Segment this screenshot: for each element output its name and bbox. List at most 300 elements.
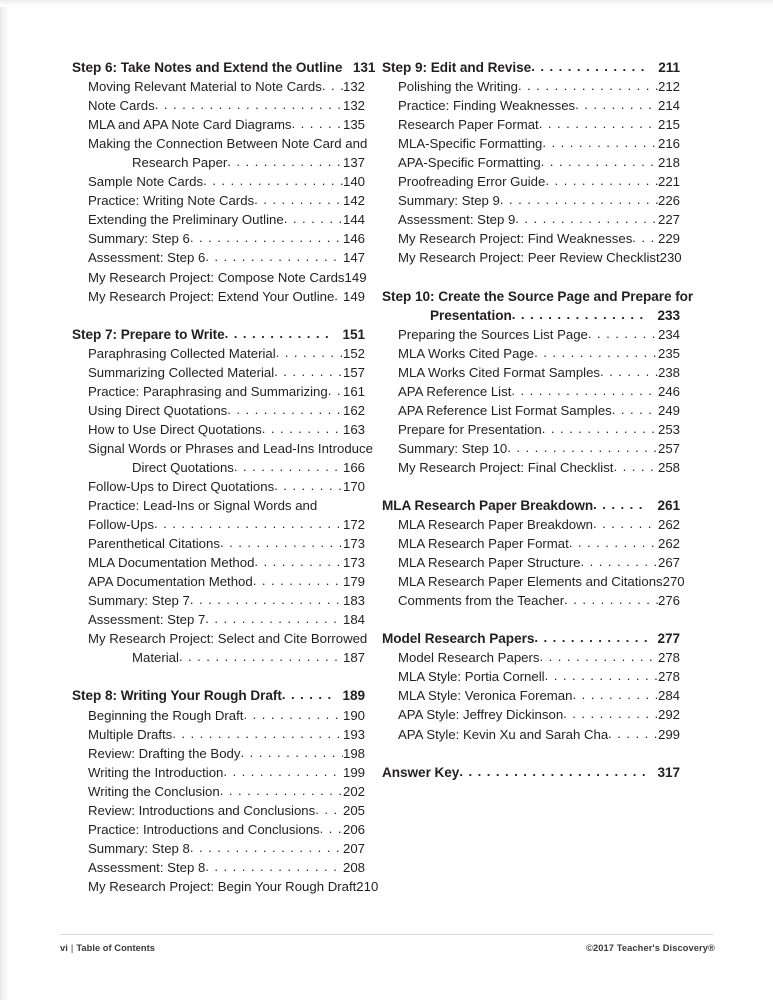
section-title: Step 8: Writing Your Rough Draft xyxy=(72,688,282,704)
toc-entry-mla-research-paper-elements-and-citations[interactable] xyxy=(382,572,685,591)
page-number: 278 xyxy=(657,650,680,666)
toc-entry-follow-ups[interactable] xyxy=(72,515,365,534)
dot-leader xyxy=(334,286,343,305)
entry-title: Preparing the Sources List Page xyxy=(398,326,588,342)
page-number: 131 xyxy=(352,60,376,75)
entry-title: MLA Style: Portia Cornell xyxy=(398,669,545,685)
page-number: 215 xyxy=(657,117,680,133)
dot-leader xyxy=(534,343,658,362)
entry-title: APA Reference List xyxy=(398,383,512,399)
entry-title: Follow-Ups xyxy=(88,517,154,533)
section-title-continued: Presentation xyxy=(430,307,512,323)
section-spacer xyxy=(72,667,365,686)
dot-leader xyxy=(515,209,658,228)
toc-section-step-7-prepare-to-write[interactable] xyxy=(72,325,365,344)
dot-leader xyxy=(564,590,658,609)
entry-title: Assessment: Step 9 xyxy=(398,212,516,228)
toc-entry-mla-documentation-method[interactable] xyxy=(72,553,365,572)
page-number: 262 xyxy=(657,536,680,552)
toc-entry-mla-and-apa-note-card-diagrams[interactable] xyxy=(72,115,365,134)
toc-entry-my-research-project-begin-your-rough-draft[interactable] xyxy=(72,877,379,896)
toc-entry-writing-the-introduction[interactable] xyxy=(72,763,365,782)
toc-entry-signal-words-or-phrases-and-lead-ins-introduce[interactable] xyxy=(72,439,373,458)
toc-entry-multiple-drafts[interactable] xyxy=(72,725,365,744)
toc-entry-proofreading-error-guide[interactable] xyxy=(382,172,680,191)
page-number: 284 xyxy=(657,688,680,704)
dot-leader xyxy=(205,857,343,876)
toc-entry-assessment-step-7[interactable] xyxy=(72,610,365,629)
toc-entry-sample-note-cards[interactable] xyxy=(72,172,365,191)
page-number: 205 xyxy=(342,802,365,818)
page-number: 173 xyxy=(342,555,365,571)
dot-leader xyxy=(459,762,647,781)
dot-leader xyxy=(572,685,658,704)
toc-entry-model-research-papers[interactable] xyxy=(382,648,680,667)
section-spacer xyxy=(72,306,365,325)
entry-title: Assessment: Step 8 xyxy=(88,859,206,875)
entry-title: Summary: Step 8 xyxy=(88,840,190,856)
toc-entry-summarizing-collected-material[interactable] xyxy=(72,363,365,382)
page-number: 149 xyxy=(344,269,367,285)
entry-title: Summary: Step 10 xyxy=(398,440,508,456)
entry-title: Model Research Papers xyxy=(398,650,540,666)
page-number: 166 xyxy=(342,459,365,475)
dot-leader xyxy=(276,343,343,362)
dot-leader xyxy=(507,438,658,457)
toc-section-answer-key[interactable] xyxy=(382,763,680,782)
entry-title: MLA Works Cited Format Samples xyxy=(398,364,601,380)
toc-entry-mla-works-cited-page[interactable] xyxy=(382,344,680,363)
entry-title: My Research Project: Peer Review Checklist xyxy=(398,250,660,266)
page-number: 135 xyxy=(342,117,365,133)
entry-title: How to Use Direct Quotations xyxy=(88,421,262,437)
page-number: 216 xyxy=(657,136,680,152)
toc-entry-my-research-project-extend-your-outline[interactable] xyxy=(72,287,365,306)
toc-entry-apa-reference-list-format-samples[interactable] xyxy=(382,401,680,420)
page-number: 227 xyxy=(657,212,680,228)
page-number: 246 xyxy=(657,383,680,399)
entry-title: Material xyxy=(132,650,179,666)
dot-leader xyxy=(534,628,647,647)
toc-entry-prepare-for-presentation[interactable] xyxy=(382,420,680,439)
section-title: Step 9: Edit and Revise xyxy=(382,60,532,75)
toc-entry-paraphrasing-collected-material[interactable] xyxy=(72,344,365,363)
toc-section-step-9-edit-and-revise[interactable] xyxy=(382,58,680,77)
toc-column-left xyxy=(72,58,379,896)
page-number: 199 xyxy=(342,764,365,780)
entry-title: Practice: Writing Note Cards xyxy=(88,193,255,209)
entry-title: Direct Quotations xyxy=(132,459,234,475)
page-number: 258 xyxy=(657,459,680,475)
page-number: 230 xyxy=(659,250,682,266)
toc-entry-moving-relevant-material-to-note-cards[interactable] xyxy=(72,77,365,96)
entry-title: Parenthetical Citations xyxy=(88,536,220,552)
dot-leader xyxy=(234,457,343,476)
page-number: 212 xyxy=(657,79,680,95)
page-number: 184 xyxy=(342,612,365,628)
entry-title: Practice: Introductions and Conclusions xyxy=(88,821,320,837)
entry-title: Review: Drafting the Body xyxy=(88,745,241,761)
entry-title: Assessment: Step 6 xyxy=(88,250,206,266)
section-title: Step 10: Create the Source Page and Prepare for xyxy=(382,288,694,304)
toc-entry-mla-style-veronica-foreman[interactable] xyxy=(382,686,680,705)
entry-title: Summary: Step 6 xyxy=(88,231,190,247)
page-number: 235 xyxy=(657,345,680,361)
page-number: 189 xyxy=(342,688,365,704)
dot-leader xyxy=(154,514,343,533)
dot-leader xyxy=(190,838,343,857)
page-number: 221 xyxy=(657,174,680,190)
toc-entry-summary-step-10[interactable] xyxy=(382,439,680,458)
page-number: 140 xyxy=(342,174,365,190)
dot-leader xyxy=(253,571,343,590)
dot-leader xyxy=(254,190,343,209)
entry-title: Making the Connection Between Note Card and xyxy=(88,136,368,152)
toc-entry-comments-from-the-teacher[interactable] xyxy=(382,591,680,610)
entry-title: Comments from the Teacher xyxy=(398,593,565,609)
dot-leader xyxy=(541,152,658,171)
page-footer xyxy=(60,943,715,953)
dot-leader xyxy=(190,590,343,609)
entry-title: MLA Research Paper Format xyxy=(398,536,569,552)
entry-title: Summary: Step 7 xyxy=(88,593,190,609)
entry-title: Writing the Conclusion xyxy=(88,783,220,799)
toc-entry-practice-paraphrasing-and-summarizing[interactable] xyxy=(72,382,365,401)
toc-section-mla-research-paper-breakdown[interactable] xyxy=(382,496,680,515)
toc-section-step-6-take-notes-and-extend-the-outline[interactable] xyxy=(72,58,376,77)
entry-title: APA-Specific Formatting xyxy=(398,155,541,171)
footer-left xyxy=(60,943,155,953)
dot-leader xyxy=(205,247,343,266)
page-number: 292 xyxy=(657,707,680,723)
dot-leader xyxy=(563,704,658,723)
entry-title: MLA Research Paper Structure xyxy=(398,555,581,571)
toc-entry-mla-research-paper-breakdown[interactable] xyxy=(382,515,680,534)
toc-entry-extending-the-preliminary-outline[interactable] xyxy=(72,210,365,229)
entry-title: MLA Research Paper Breakdown xyxy=(398,517,593,533)
dot-leader xyxy=(172,724,343,743)
page-number: 162 xyxy=(342,402,365,418)
dot-leader xyxy=(240,743,343,762)
entry-title: MLA Works Cited Page xyxy=(398,345,535,361)
dot-leader xyxy=(225,324,332,343)
entry-title: APA Style: Jeffrey Dickinson xyxy=(398,707,564,723)
entry-title: Paraphrasing Collected Material xyxy=(88,345,276,361)
toc-entry-apa-style-jeffrey-dickinson[interactable] xyxy=(382,705,680,724)
dot-leader xyxy=(500,190,658,209)
page-number: 276 xyxy=(657,593,680,609)
toc-entry-writing-the-conclusion[interactable] xyxy=(72,782,365,801)
toc-entry-how-to-use-direct-quotations[interactable] xyxy=(72,420,365,439)
dot-leader xyxy=(511,381,658,400)
page-number: 267 xyxy=(657,555,680,571)
toc-entry-my-research-project-compose-note-cards[interactable] xyxy=(72,268,365,287)
toc-section-model-research-papers[interactable] xyxy=(382,629,680,648)
page-number: 257 xyxy=(657,440,680,456)
dot-leader xyxy=(539,114,658,133)
entry-title: Practice: Lead-Ins or Signal Words and xyxy=(88,498,318,514)
toc-entry-practice-lead-ins-or-signal-words-and[interactable] xyxy=(72,496,365,515)
page-number: 210 xyxy=(356,878,379,894)
page-number: 233 xyxy=(657,307,680,323)
toc-entry-parenthetical-citations[interactable] xyxy=(72,534,365,553)
entry-title: APA Style: Kevin Xu and Sarah Cha xyxy=(398,726,609,742)
copyright-notice: ©2017 Teacher's Discovery® xyxy=(586,943,715,953)
section-title: Step 6: Take Notes and Extend the Outline xyxy=(72,60,343,75)
page-number: 132 xyxy=(342,79,365,95)
dot-leader xyxy=(315,800,343,819)
toc-entry-practice-writing-note-cards[interactable] xyxy=(72,191,365,210)
page-number: 144 xyxy=(342,212,365,228)
footer-section-label: Table of Contents xyxy=(76,943,155,953)
entry-title: Writing the Introduction xyxy=(88,764,224,780)
entry-title: Polishing the Writing xyxy=(398,79,518,95)
page-number: 173 xyxy=(342,536,365,552)
page-number: 161 xyxy=(342,383,365,399)
dot-leader xyxy=(320,819,343,838)
entry-title: Using Direct Quotations xyxy=(88,402,228,418)
dot-leader xyxy=(512,305,647,324)
toc-entry-research-paper-format[interactable] xyxy=(382,115,680,134)
toc-entry-review-introductions-and-conclusions[interactable] xyxy=(72,801,365,820)
dot-leader xyxy=(274,476,343,495)
page-number: 238 xyxy=(657,364,680,380)
dot-leader xyxy=(593,514,658,533)
dot-leader xyxy=(284,209,343,228)
toc-entry-review-drafting-the-body[interactable] xyxy=(72,744,365,763)
dot-leader xyxy=(632,228,658,247)
toc-entry-making-the-connection-between-note-card-and[interactable] xyxy=(72,134,368,153)
toc-entry-summary-step-7[interactable] xyxy=(72,591,365,610)
dot-leader xyxy=(227,400,343,419)
toc-section-step-8-writing-your-rough-draft[interactable] xyxy=(72,686,365,705)
folio-separator: | xyxy=(70,943,74,953)
toc-entry-apa-reference-list[interactable] xyxy=(382,382,680,401)
page-folio: vi xyxy=(60,943,68,953)
section-title: MLA Research Paper Breakdown xyxy=(382,497,594,513)
dot-leader xyxy=(203,171,343,190)
section-title: Step 7: Prepare to Write xyxy=(72,326,225,342)
dot-leader xyxy=(518,76,658,95)
page-number: 193 xyxy=(342,726,365,742)
dot-leader xyxy=(220,781,343,800)
entry-title: MLA Documentation Method xyxy=(88,555,255,571)
entry-title: Extending the Preliminary Outline xyxy=(88,212,284,228)
page-number: 172 xyxy=(342,517,365,533)
page-number: 207 xyxy=(342,840,365,856)
toc-entry-using-direct-quotations[interactable] xyxy=(72,401,365,420)
entry-title: MLA Research Paper Elements and Citations xyxy=(398,574,663,590)
dot-leader xyxy=(569,533,658,552)
toc-entry-summary-step-8[interactable] xyxy=(72,839,365,858)
page-number: 190 xyxy=(342,707,365,723)
toc-entry-research-paper[interactable] xyxy=(72,153,365,172)
page-number: 147 xyxy=(342,250,365,266)
page-number: 277 xyxy=(657,631,680,647)
entry-title: APA Reference List Format Samples xyxy=(398,402,612,418)
toc-entry-polishing-the-writing[interactable] xyxy=(382,77,680,96)
entry-title: My Research Project: Compose Note Cards xyxy=(88,269,345,285)
dot-leader xyxy=(600,362,658,381)
toc-entry-my-research-project-final-checklist[interactable] xyxy=(382,458,680,477)
page-number: 218 xyxy=(657,155,680,171)
page-number: 270 xyxy=(662,574,685,590)
entry-title: Sample Note Cards xyxy=(88,174,204,190)
section-spacer xyxy=(382,268,680,287)
page-number: 157 xyxy=(342,364,365,380)
page-number: 206 xyxy=(342,821,365,837)
entry-title: Research Paper Format xyxy=(398,117,539,133)
page-number: 142 xyxy=(342,193,365,209)
entry-title: Beginning the Rough Draft xyxy=(88,707,244,723)
page-number: 317 xyxy=(657,764,680,780)
page-number: 179 xyxy=(342,574,365,590)
entry-title: Review: Introductions and Conclusions xyxy=(88,802,316,818)
toc-entry-preparing-the-sources-list-page[interactable] xyxy=(382,325,680,344)
dot-leader xyxy=(262,419,343,438)
toc-entry-practice-introductions-and-conclusions[interactable] xyxy=(72,820,365,839)
dot-leader xyxy=(542,133,658,152)
dot-leader xyxy=(575,95,658,114)
page-number: 208 xyxy=(342,859,365,875)
entry-title: Proofreading Error Guide xyxy=(398,174,546,190)
page-number: 214 xyxy=(657,98,680,114)
page-number: 132 xyxy=(342,98,365,114)
toc-entry-assessment-step-6[interactable] xyxy=(72,248,365,267)
dot-leader xyxy=(220,533,343,552)
entry-title: APA Documentation Method xyxy=(88,574,253,590)
dot-leader xyxy=(588,324,658,343)
dot-leader xyxy=(223,762,343,781)
dot-leader xyxy=(227,152,343,171)
toc-column-right xyxy=(382,58,694,782)
dot-leader xyxy=(205,609,343,628)
toc-section-step-10-create-the-source-page-and-prepare-for[interactable] xyxy=(382,287,694,306)
toc-entry-my-research-project-peer-review-checklist[interactable] xyxy=(382,248,680,267)
page-number: 229 xyxy=(657,231,680,247)
toc-entry-apa-specific-formatting[interactable] xyxy=(382,153,680,172)
page-number: 149 xyxy=(342,288,365,304)
toc-entry-summary-step-9[interactable] xyxy=(382,191,680,210)
dot-leader xyxy=(328,381,343,400)
entry-title: Summarizing Collected Material xyxy=(88,364,275,380)
page-number: 202 xyxy=(342,783,365,799)
entry-title: Signal Words or Phrases and Lead-Ins Introduce xyxy=(88,440,373,456)
section-spacer xyxy=(382,744,680,763)
entry-title: My Research Project: Find Weaknesses xyxy=(398,231,633,247)
page-number: 299 xyxy=(657,726,680,742)
dot-leader xyxy=(581,552,658,571)
entry-title: MLA-Specific Formatting xyxy=(398,136,543,152)
section-title: Model Research Papers xyxy=(382,631,535,647)
toc-entry-assessment-step-9[interactable] xyxy=(382,210,680,229)
toc-entry-material[interactable] xyxy=(72,648,365,667)
page-number: 262 xyxy=(657,517,680,533)
page-number: 170 xyxy=(342,478,365,494)
dot-leader xyxy=(593,495,647,514)
entry-title: Multiple Drafts xyxy=(88,726,173,742)
dot-leader xyxy=(254,552,343,571)
entry-title: MLA and APA Note Card Diagrams xyxy=(88,117,292,133)
dot-leader xyxy=(179,647,343,666)
entry-title: Practice: Finding Weaknesses xyxy=(398,98,576,114)
dot-leader xyxy=(613,457,658,476)
toc-entry-mla-research-paper-structure[interactable] xyxy=(382,553,680,572)
dot-leader xyxy=(539,647,658,666)
page-number: 234 xyxy=(657,326,680,342)
entry-title: Moving Relevant Material to Note Cards xyxy=(88,79,322,95)
page-number: 187 xyxy=(342,650,365,666)
dot-leader xyxy=(608,724,658,743)
toc-entry-mla-works-cited-format-samples[interactable] xyxy=(382,363,680,382)
section-spacer xyxy=(382,477,680,496)
page-number: 261 xyxy=(657,497,680,513)
page-number: 249 xyxy=(657,402,680,418)
page-number: 211 xyxy=(658,60,680,75)
dot-leader xyxy=(243,705,343,724)
dot-leader xyxy=(542,419,658,438)
dot-leader xyxy=(531,57,647,76)
toc-entry-assessment-step-8[interactable] xyxy=(72,858,365,877)
entry-title: Practice: Paraphrasing and Summarizing xyxy=(88,383,328,399)
footer-divider xyxy=(60,934,713,935)
toc-entry-apa-documentation-method[interactable] xyxy=(72,572,365,591)
entry-title: My Research Project: Select and Cite Borrowed xyxy=(88,631,368,647)
page-number: 198 xyxy=(342,745,365,761)
toc-entry-apa-style-kevin-xu-and-sarah-cha[interactable] xyxy=(382,725,680,744)
entry-title: My Research Project: Extend Your Outline xyxy=(88,288,335,304)
page-number: 183 xyxy=(342,593,365,609)
page-number: 226 xyxy=(657,193,680,209)
entry-title: My Research Project: Final Checklist xyxy=(398,459,614,475)
page-number: 146 xyxy=(342,231,365,247)
entry-title: My Research Project: Begin Your Rough Draft xyxy=(88,878,357,894)
toc-entry-mla-research-paper-format[interactable] xyxy=(382,534,680,553)
page-number: 152 xyxy=(342,345,365,361)
page-number: 278 xyxy=(657,669,680,685)
entry-title: Note Cards xyxy=(88,98,155,114)
entry-title: MLA Style: Veronica Foreman xyxy=(398,688,573,704)
entry-title: Prepare for Presentation xyxy=(398,421,542,437)
entry-title: Summary: Step 9 xyxy=(398,193,500,209)
dot-leader xyxy=(322,76,343,95)
toc-entry-summary-step-6[interactable] xyxy=(72,229,365,248)
toc-entry-follow-ups-to-direct-quotations[interactable] xyxy=(72,477,365,496)
page-number: 137 xyxy=(342,155,365,171)
dot-leader xyxy=(282,685,332,704)
page-number: 253 xyxy=(657,421,680,437)
section-spacer xyxy=(382,610,680,629)
entry-title: Research Paper xyxy=(132,155,228,171)
dot-leader xyxy=(292,114,343,133)
section-title: Answer Key xyxy=(382,764,460,780)
toc-entry-my-research-project-select-and-cite-borrowed[interactable] xyxy=(72,629,368,648)
toc-entry-direct-quotations[interactable] xyxy=(72,458,365,477)
toc-entry-beginning-the-rough-draft[interactable] xyxy=(72,706,365,725)
dot-leader xyxy=(155,95,343,114)
toc-entry-practice-finding-weaknesses[interactable] xyxy=(382,96,680,115)
toc-entry-mla-specific-formatting[interactable] xyxy=(382,134,680,153)
toc-entry-my-research-project-find-weaknesses[interactable] xyxy=(382,229,680,248)
toc-entry-mla-style-portia-cornell[interactable] xyxy=(382,667,680,686)
toc-entry-note-cards[interactable] xyxy=(72,96,365,115)
dot-leader xyxy=(274,362,343,381)
page-number: 151 xyxy=(342,326,365,342)
toc-section-step-10-create-the-source-page-and-prepare-for-cont[interactable] xyxy=(382,306,680,325)
dot-leader xyxy=(545,171,658,190)
dot-leader xyxy=(545,666,658,685)
dot-leader xyxy=(612,400,658,419)
